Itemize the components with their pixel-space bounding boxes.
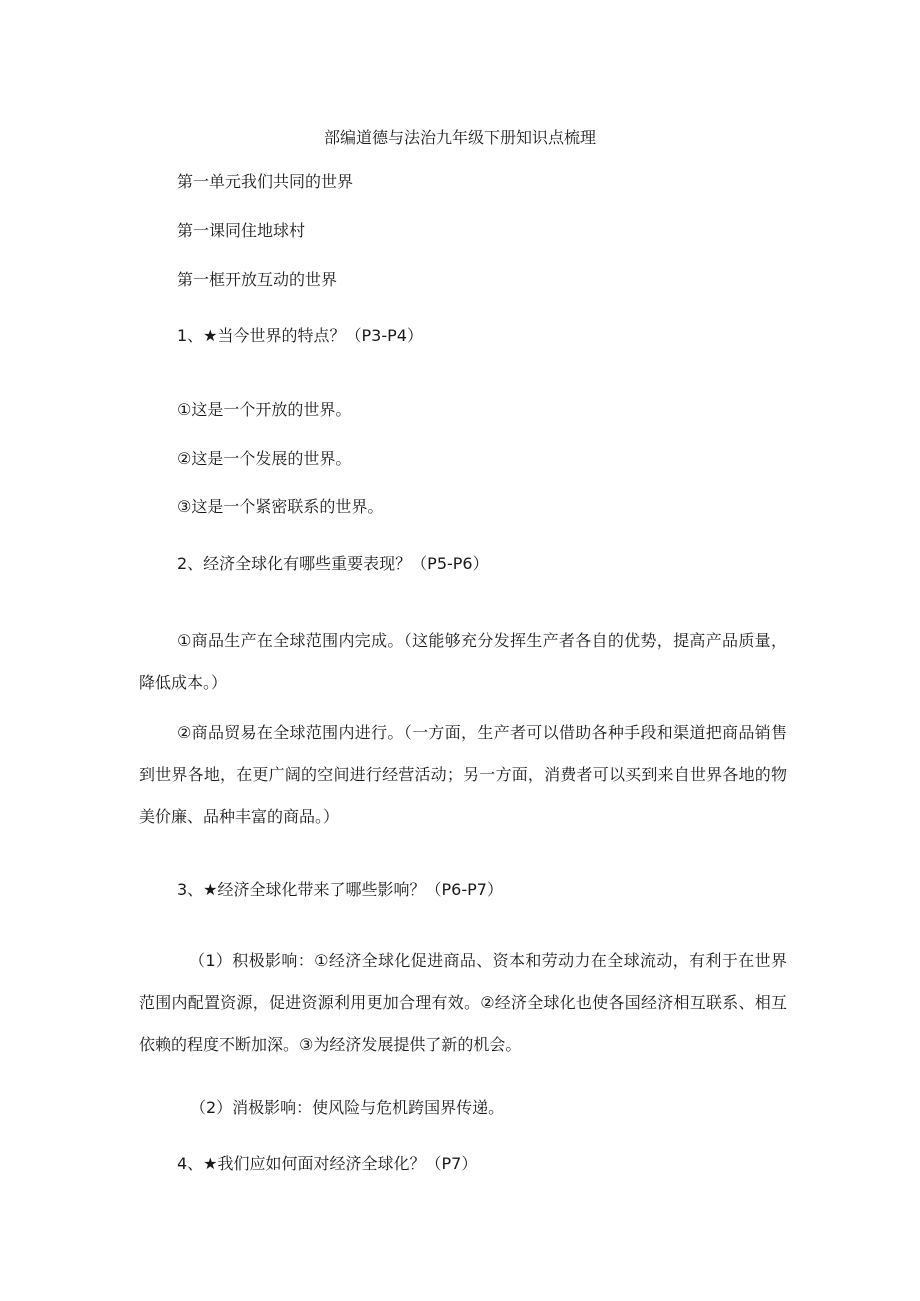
question-1-heading: 1、★当今世界的特点？（P3-P4） [177, 326, 423, 345]
question-2-point: ①商品生产在全球范围内完成。（这能够充分发挥生产者各自的优势，提高产品质量，降低成本。） [139, 631, 787, 692]
question-1-point: ①这是一个开放的世界。 [177, 400, 352, 419]
question-3-heading: 3、★经济全球化带来了哪些影响？（P6-P7） [177, 880, 503, 899]
question-1-point: ③这是一个紧密联系的世界。 [177, 497, 384, 516]
frame-heading: 第一框开放互动的世界 [177, 270, 338, 289]
question-4-heading: 4、★我们应如何面对经济全球化？（P7） [177, 1154, 478, 1173]
question-3-point: （2）消极影响：使风险与危机跨国界传递。 [190, 1098, 505, 1117]
question-1-point: ②这是一个发展的世界。 [177, 449, 352, 468]
document-title: 部编道德与法治九年级下册知识点梳理 [323, 128, 596, 147]
question-2-point: ②商品贸易在全球范围内进行。（一方面，生产者可以借助各种手段和渠道把商品销售到世界各地，在更广阔的空间进行经营活动；另一方面，消费者可以买到来自世界各地的物美价廉、品种丰富的商品。） [139, 723, 787, 826]
unit-heading: 第一单元我们共同的世界 [177, 172, 354, 191]
question-3-point: （1）积极影响：①经济全球化促进商品、资本和劳动力在全球流动，有利于在世界范围内配置资源，促进资源利用更加合理有效。②经济全球化也使各国经济相互联系、相互依赖的程度不断加深。③为经济发展提供了新的机会。 [139, 951, 787, 1054]
question-2-heading: 2、经济全球化有哪些重要表现？（P5-P6） [177, 554, 489, 573]
lesson-heading: 第一课同住地球村 [177, 221, 306, 240]
